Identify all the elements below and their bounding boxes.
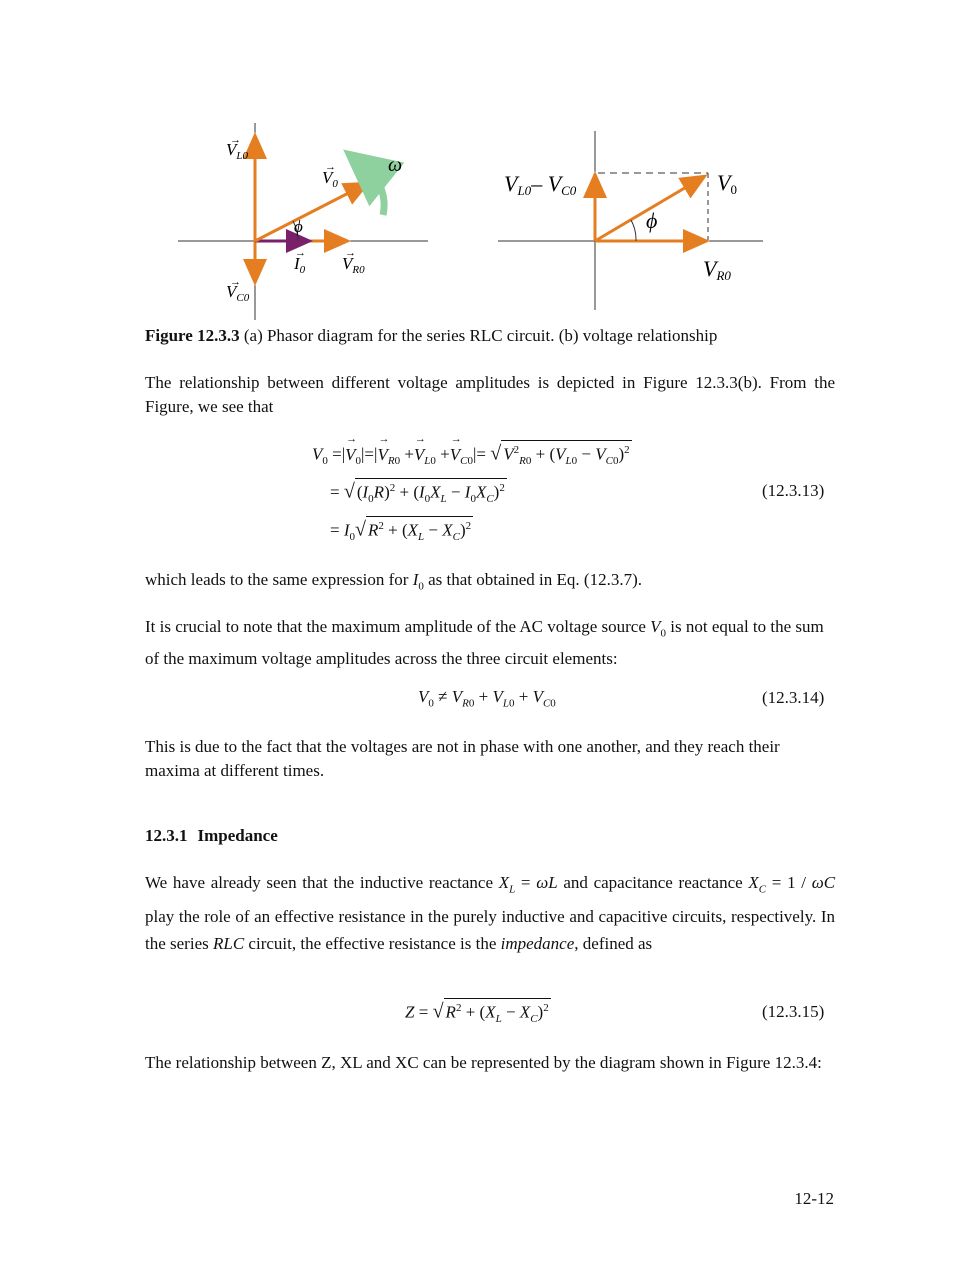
svg-text:→: → [295,247,306,259]
equation-12-3-15: Z = √ $R^2 + (X_L - X_C)^2$ [405,998,551,1028]
svg-text:→: → [230,134,241,146]
paragraph-2: which leads to the same expression for $I_0$ as that obtained in Eq. (12.3.7). [145,570,642,593]
equation-12-3-13-line2: = √ $(I_0R)^2 + (I_0X_L - I_0X_C)^2$ [330,478,507,508]
omega-arrow [365,167,384,215]
section-heading [145,826,278,846]
paragraph-4: This is due to the fact that the voltages are not in phase with one another, and they reach their maxima at different times. [145,737,780,780]
section-title: Impedance [197,826,278,845]
equation-12-3-14: $V_0 \ne V_{R0} + V_{L0} + V_{C0}$ [418,687,556,710]
equation-number-12-3-13: (12.3.13) [762,481,825,500]
label-omega: ω [388,154,403,176]
label-v0: $V_0$ [322,168,338,190]
section-number: 12.3.1 [145,826,188,845]
equation-number-12-3-14: (12.3.14) [762,688,825,707]
phasor-diagram-a [170,115,430,325]
paragraph-1: The relationship between different voltage amplitudes is depicted in Figure 12.3.3(b). From the Figure, we see that [145,373,835,416]
svg-text:→: → [345,247,356,259]
caption-text: (a) Phasor diagram for the series RLC circuit. (b) voltage relationship [239,326,718,345]
paragraph-3: It is crucial to note that the maximum amplitude of the AC voltage source $V_0$ is not equal to the sum of the maximum voltage amplitudes across the three circuit elements: [145,617,824,669]
figure-caption [145,326,717,346]
equation-12-3-13-line3: = $I_0√$ $R^2 + (X_L - X_C)^2$ [330,516,473,546]
page-number: 12-12 [794,1189,834,1208]
label-phi-a: ϕ [294,217,303,236]
v0-arrow [255,183,368,241]
label-v0-b: V0 [717,170,737,197]
equation-number-12-3-15: (12.3.15) [762,1002,825,1021]
equation-12-3-13-line1: $V_0$ =|→ $V_0|=|\to V_{R0} +\to V_{L0} +\to V_{C0}|=$ √ $V^2_{R0} + (V_{L0} - V_{C0})^2$ [312,440,632,470]
label-phi-b: ϕ [646,208,658,233]
label-i0: $I_0$ [294,254,306,276]
phasor-diagram-b [495,128,765,313]
label-vr0-b: VR0 [703,256,731,283]
paragraph-6: The relationship between Z, XL and XC can be represented by the diagram shown in Figure 12.3.4: [145,1053,822,1072]
label-vr0: $V_{R0}$ [342,254,365,276]
paragraph-5: We have already seen that the inductive reactance $X_L = \omega L$ and capacitance reactance $X_C = 1 / \omega C$ play the role of an effective resistance in the purely inductive and capacitive circuits, respectively. In the series RLC circuit, the effective resistance is the impedance, defined as [145,873,836,954]
label-vl0: $V_{L0}$ [226,140,249,162]
label-vl0-vc0: VL0– VC0 [504,171,577,198]
svg-text:→: → [230,276,241,288]
phi-arc-b [631,220,636,241]
svg-text:→: → [325,161,336,173]
label-vc0: $V_{C0}$ [226,282,250,304]
caption-label: Figure 12.3.3 [145,326,240,345]
